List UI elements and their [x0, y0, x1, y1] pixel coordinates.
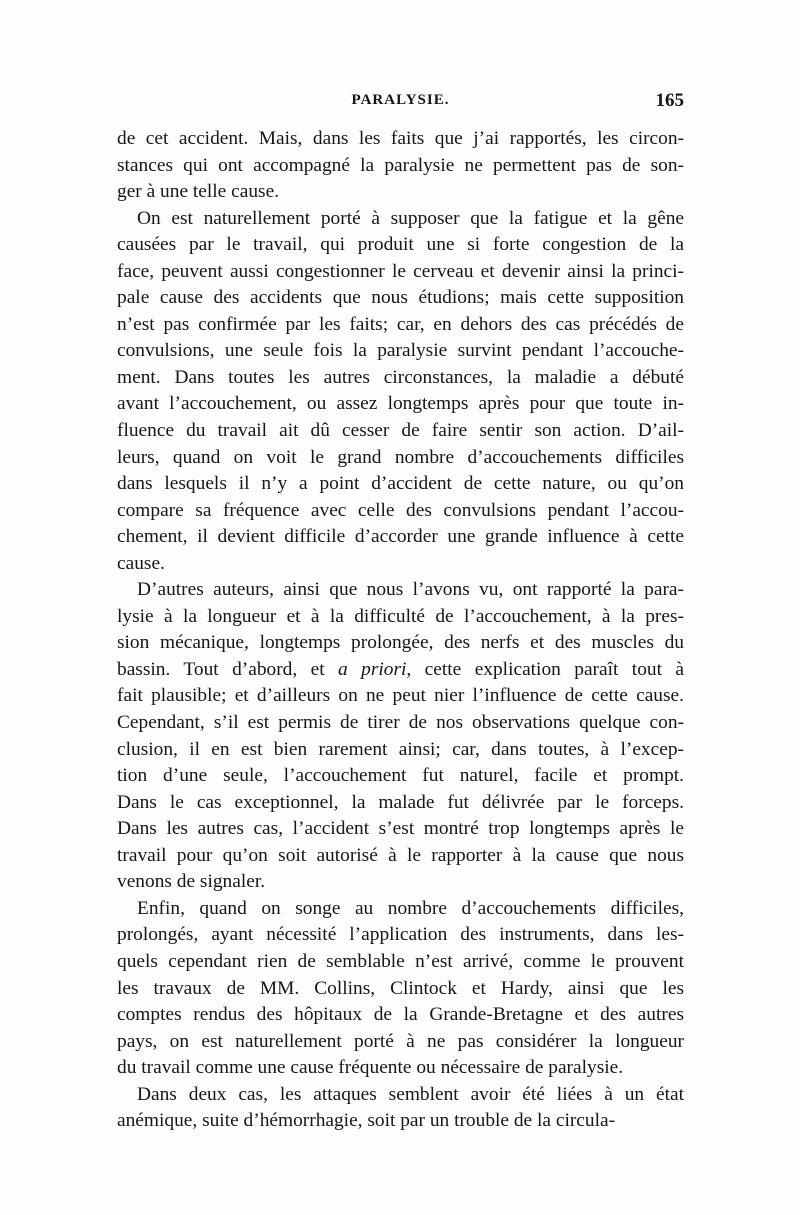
- text-line: tion d’une seule, l’accouchement fut naturel, facile et prompt.: [117, 765, 684, 787]
- text-line: lysie à la longueur et à la difficulté de l’accouchement, à la pres-: [117, 605, 684, 627]
- paragraph: [117, 126, 684, 206]
- text-line: du travail comme une cause fréquente ou nécessaire de paralysie.: [117, 1057, 624, 1079]
- text-line: face, peuvent aussi congestionner le cerveau et devenir ainsi la princi-: [117, 260, 684, 282]
- text-line: comptes rendus des hôpitaux de la Grande-Bretagne et des autres: [117, 1004, 684, 1026]
- text-line: D’autres auteurs, ainsi que nous l’avons vu, ont rapporté la para-: [137, 579, 684, 601]
- text-line: ger à une telle cause.: [117, 181, 280, 203]
- text-line: pale cause des accidents que nous étudions; mais cette supposition: [117, 287, 684, 309]
- text-line: de cet accident. Mais, dans les faits que j’ai rapportés, les circon-: [117, 128, 684, 149]
- page-number: 165: [655, 90, 684, 111]
- text-line: convulsions, une seule fois la paralysie survint pendant l’accouche-: [117, 340, 684, 362]
- text-line: travail pour qu’on soit autorisé à le rapporter à la cause que nous: [117, 844, 684, 866]
- text-line: cause.: [117, 552, 165, 574]
- body-text: [117, 126, 684, 1135]
- text-line: anémique, suite d’hémorrhagie, soit par un trouble de la circula-: [117, 1110, 616, 1132]
- page-header: [117, 92, 684, 118]
- italic-text: a priori: [338, 658, 407, 680]
- text-line: Dans deux cas, les attaques semblent avoir été liées à un état: [137, 1083, 684, 1105]
- text-line: stances qui ont accompagné la paralysie ne permettent pas de son-: [117, 154, 684, 176]
- text-line: dans lesquels il n’y a point d’accident de cette nature, ou qu’on: [117, 473, 684, 495]
- text-line: Enfin, quand on songe au nombre d’accouchements difficiles,: [137, 897, 684, 919]
- text-line: fluence du travail ait dû cesser de faire sentir son action. D’ail-: [117, 420, 684, 442]
- text-line: ment. Dans toutes les autres circonstances, la maladie a débuté: [117, 366, 684, 388]
- text-line: pays, on est naturellement porté à ne pas considérer la longueur: [117, 1030, 684, 1052]
- text-line: clusion, il en est bien rarement ainsi; car, dans toutes, à l’excep-: [117, 738, 684, 760]
- paragraph: [117, 896, 684, 1082]
- paragraph: [117, 1082, 684, 1135]
- text-line: avant l’accouchement, ou assez longtemps après pour que toute in-: [117, 393, 684, 415]
- text-line: compare sa fréquence avec celle des convulsions pendant l’accou-: [117, 499, 684, 521]
- text-line: causées par le travail, qui produit une si forte congestion de la: [117, 234, 684, 256]
- text-line: Dans le cas exceptionnel, la malade fut délivrée par le forceps.: [117, 791, 684, 813]
- text-line: quels cependant rien de semblable n’est arrivé, comme le prouvent: [117, 950, 684, 972]
- paragraph: [117, 206, 684, 578]
- text-line: les travaux de MM. Collins, Clintock et Hardy, ainsi que les: [117, 977, 684, 999]
- text-line: chement, il devient difficile d’accorder une grande influence à cette: [117, 526, 684, 548]
- text-line: sion mécanique, longtemps prolongée, des nerfs et des muscles du: [117, 632, 684, 654]
- text-line: leurs, quand on voit le grand nombre d’accouchements difficiles: [117, 446, 684, 468]
- text-line: bassin. Tout d’abord, et a priori, cette explication paraît tout à: [117, 658, 684, 680]
- running-title: PARALYSIE.: [351, 92, 450, 108]
- text-line: venons de signaler.: [117, 871, 266, 893]
- text-line: fait plausible; et d’ailleurs on ne peut nier l’influence de cette cause.: [117, 685, 684, 707]
- text-line: On est naturellement porté à supposer que la fatigue et la gêne: [137, 207, 684, 229]
- text-line: prolongés, ayant nécessité l’application des instruments, dans les-: [117, 924, 684, 946]
- text-line: n’est pas confirmée par les faits; car, en dehors des cas précédés de: [117, 313, 684, 335]
- text-line: Dans les autres cas, l’accident s’est montré trop longtemps après le: [117, 818, 684, 840]
- text-line: Cependant, s’il est permis de tirer de nos observations quelque con-: [117, 712, 684, 734]
- paragraph: [117, 577, 684, 896]
